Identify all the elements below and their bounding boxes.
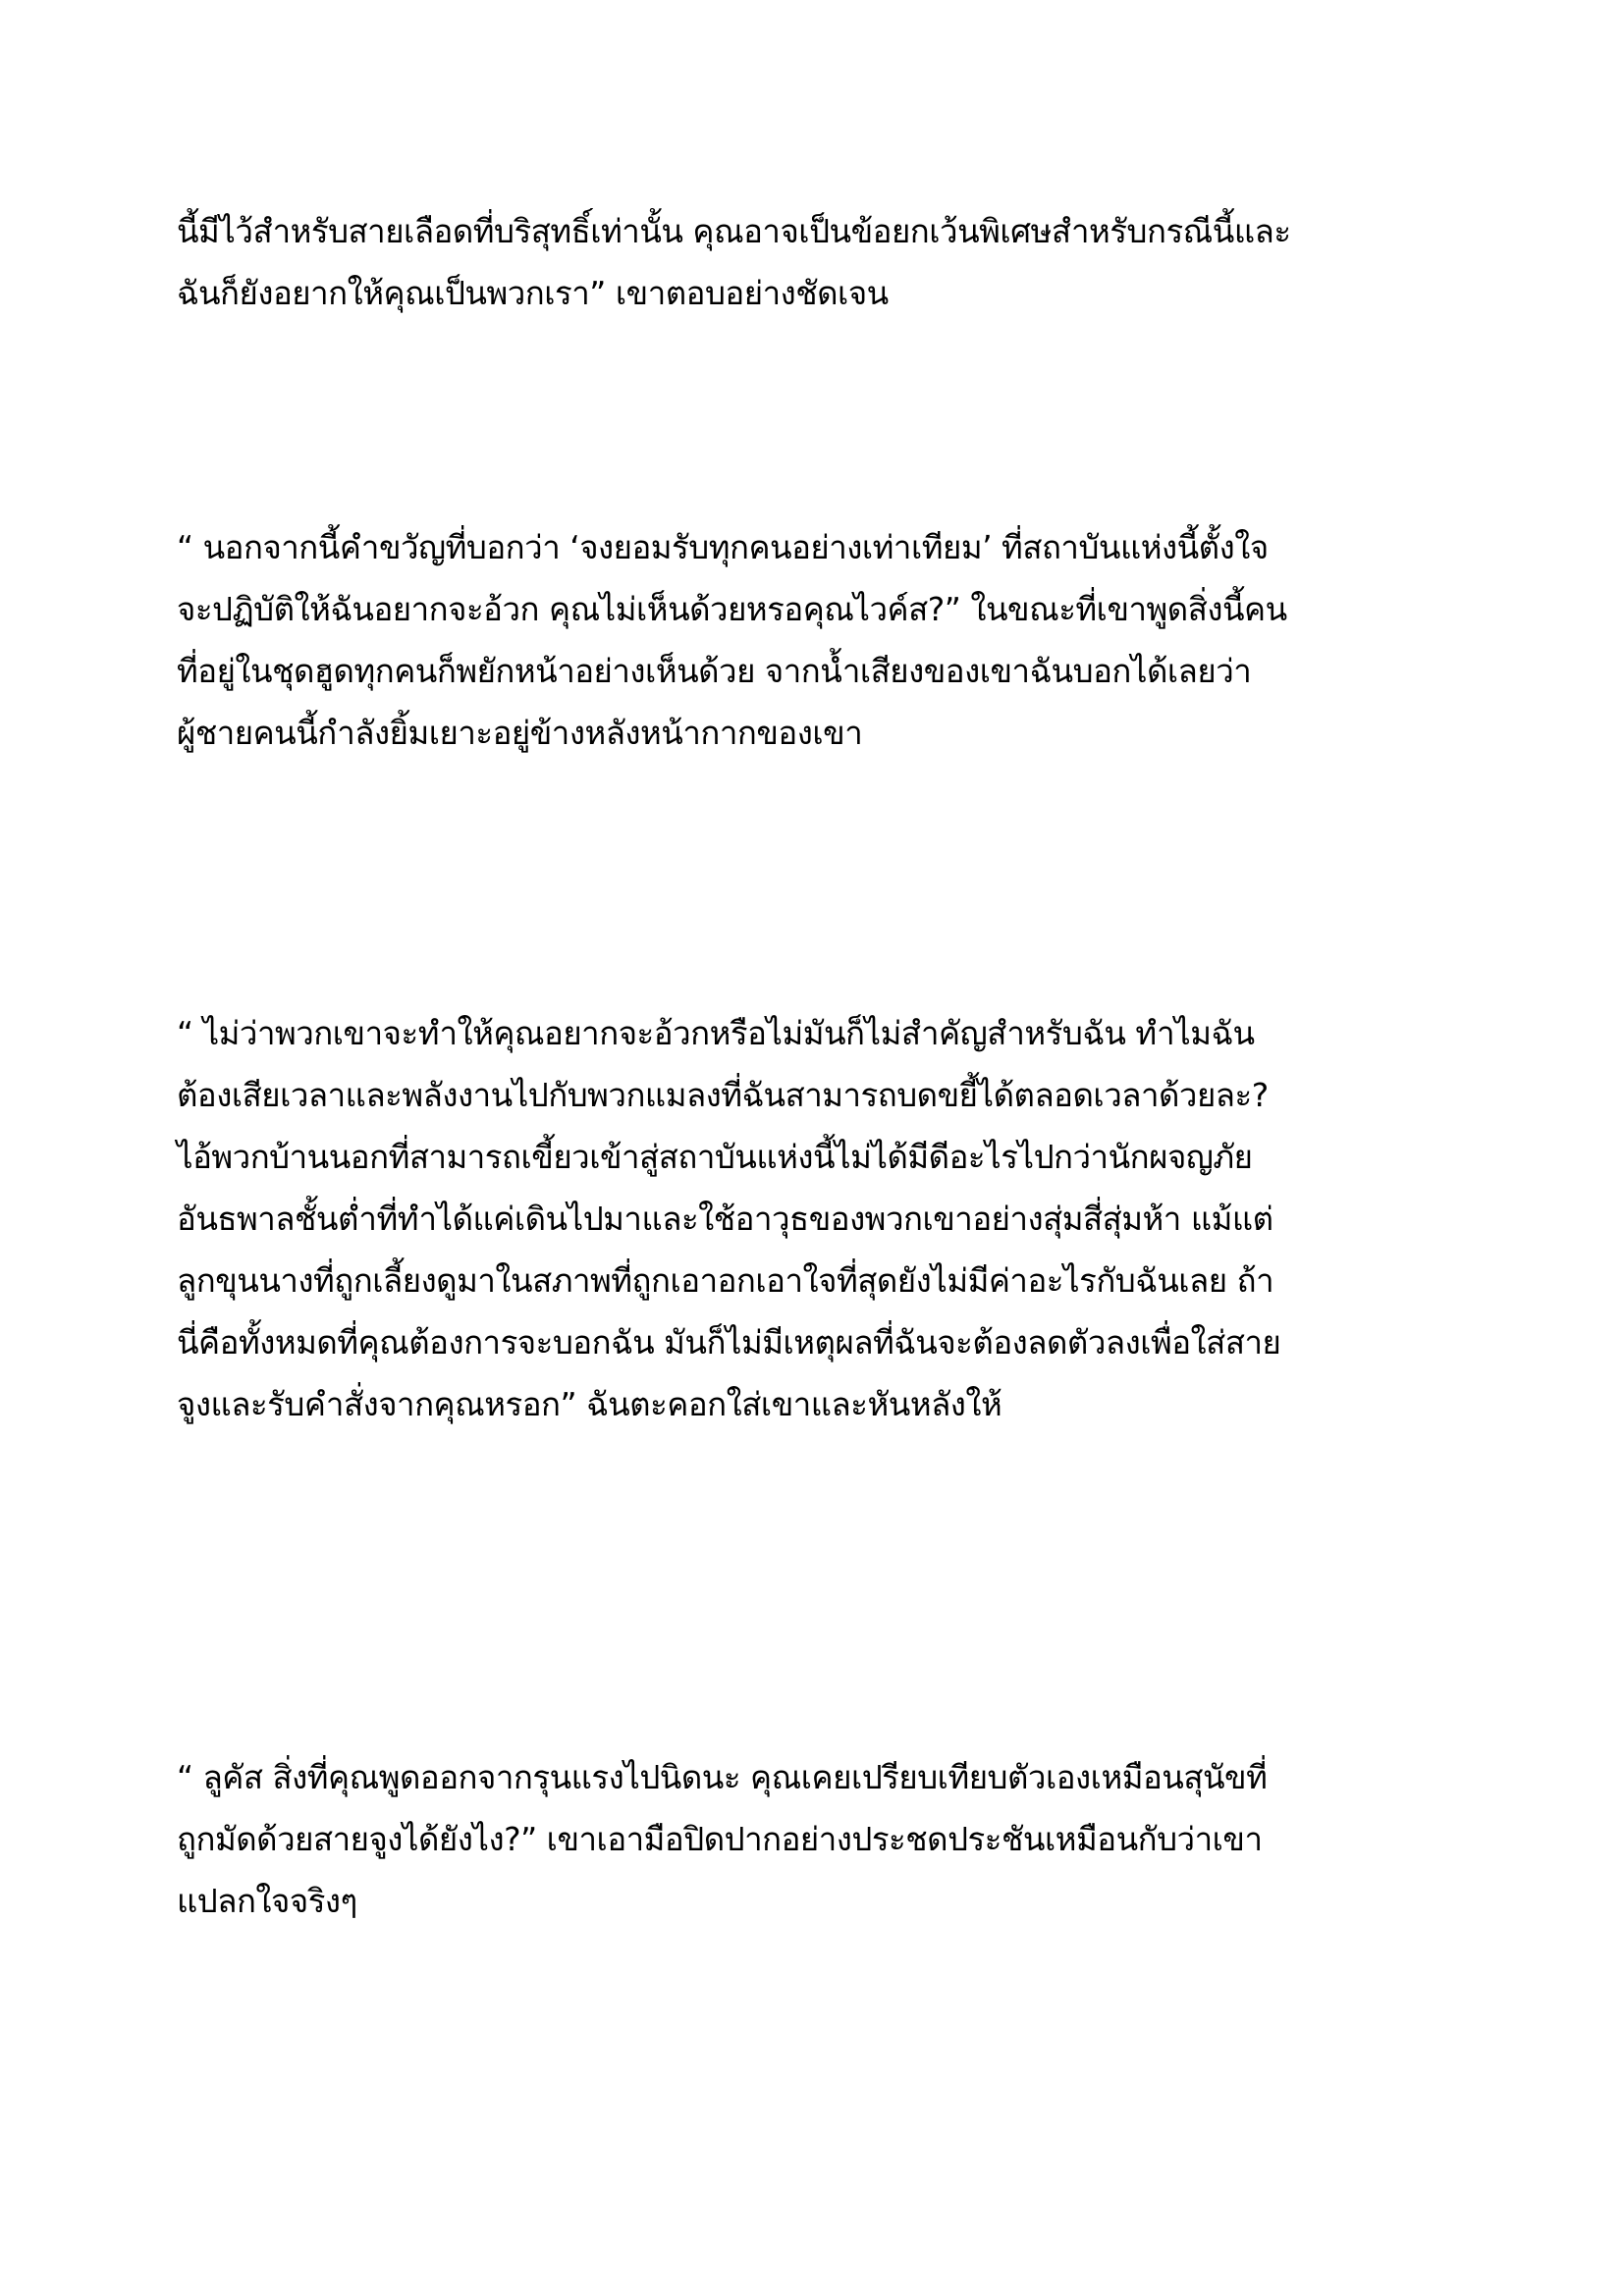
paragraph-4 (177, 1746, 1453, 1932)
text-line: “ นอกจากนี้คำขวัญที่บอกว่า ‘จงยอมรับทุกคนอย่างเท่าเทียม’ ที่สถาบันแห่งนี้ตั้งใจ (177, 528, 1269, 566)
text-line: จูงและรับคำสั่งจากคุณหรอก” ฉันตะคอกใส่เขาและหันหลังให้ (177, 1385, 1002, 1423)
text-line: ถูกมัดด้วยสายจูงได้ยังไง?” เขาเอามือปิดปากอย่างประชดประชันเหมือนกับว่าเขา (177, 1820, 1263, 1858)
text-line: แปลกใจจริงๆ (177, 1882, 357, 1920)
paragraph-1 (177, 200, 1453, 324)
text-line: จะปฏิบัติให้ฉันอยากจะอ้วก คุณไม่เห็นด้วยหรอคุณไวค์ส?” ในขณะที่เขาพูดสิ่งนี้คน (177, 590, 1287, 628)
text-line: นี้มีไว้สำหรับสายเลือดที่บริสุทธิ์เท่านั้น คุณอาจเป็นข้อยกเว้นพิเศษสำหรับกรณีนี้และ (177, 212, 1291, 250)
text-line: นี่คือทั้งหมดที่คุณต้องการจะบอกฉัน มันก็ไม่มีเหตุผลที่ฉันจะต้องลดตัวลงเพื่อใส่สาย (177, 1323, 1281, 1362)
text-line: “ ไม่ว่าพวกเขาจะทำให้คุณอยากจะอ้วกหรือไม่มันก็ไม่สำคัญสำหรับฉัน ทำไมฉัน (177, 1014, 1255, 1052)
text-line: อันธพาลชั้นต่ำที่ทำได้แค่เดินไปมาและใช้อาวุธของพวกเขาอย่างสุ่มสี่สุ่มห้า แม้แต่ (177, 1200, 1273, 1238)
text-line: ที่อยู่ในชุดฮูดทุกคนก็พยักหน้าอย่างเห็นด้วย จากน้ำเสียงของเขาฉันบอกได้เลยว่า (177, 652, 1252, 690)
text-line: ไอ้พวกบ้านนอกที่สามารถเขี้ยวเข้าสู่สถาบันแห่งนี้ไม่ได้มีดีอะไรไปกว่านักผจญภัย (177, 1138, 1253, 1176)
paragraph-2 (177, 516, 1453, 764)
text-line: “ ลูคัส สิ่งที่คุณพูดออกจากรุนแรงไปนิดนะ คุณเคยเปรียบเทียบตัวเองเหมือนสุนัขที่ (177, 1758, 1268, 1796)
text-line: ลูกขุนนางที่ถูกเลี้ยงดูมาในสภาพที่ถูกเอาอกเอาใจที่สุดยังไม่มีค่าอะไรกับฉันเลย ถ้า (177, 1261, 1274, 1300)
paragraph-3 (177, 1002, 1453, 1435)
text-line: ต้องเสียเวลาและพลังงานไปกับพวกแมลงที่ฉันสามารถบดขยี้ได้ตลอดเวลาด้วยละ? (177, 1076, 1269, 1114)
text-line: ฉันก็ยังอยากให้คุณเป็นพวกเรา” เขาตอบอย่างชัดเจน (177, 274, 889, 312)
text-line: ผู้ชายคนนี้กำลังยิ้มเยาะอยู่ข้างหลังหน้ากากของเขา (177, 714, 863, 752)
